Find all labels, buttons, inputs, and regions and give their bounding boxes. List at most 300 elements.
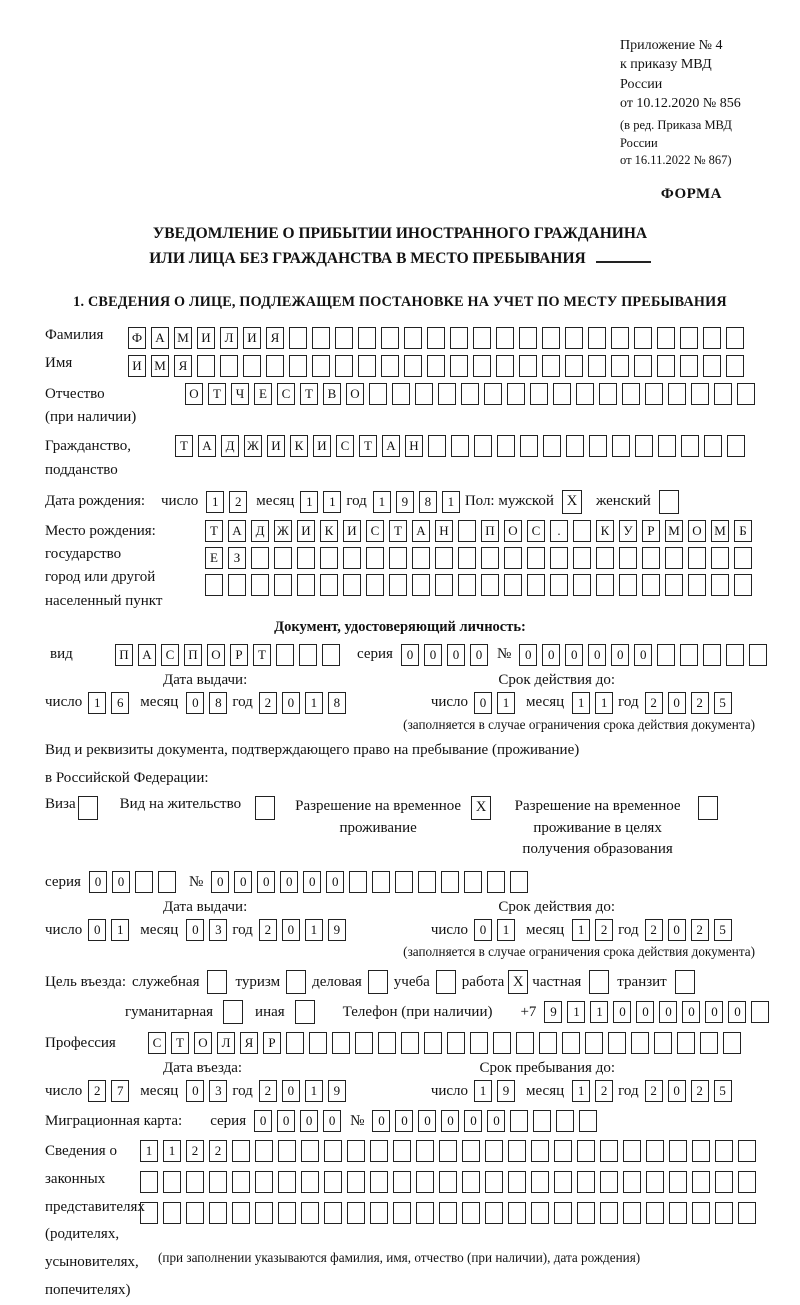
char-cell: 2 [595, 919, 613, 941]
stay-until-date [431, 1080, 737, 1102]
visit-purpose-label: Цель въезда: [45, 973, 126, 990]
residence-doc-intro-line1: Вид и реквизиты документа, подтверждающего право на пребывание (проживание) [45, 741, 580, 758]
purpose-business-checkbox [368, 970, 388, 994]
char-cell [370, 1140, 388, 1162]
char-cell [589, 435, 607, 457]
form-title-line1: УВЕДОМЛЕНИЕ О ПРИБЫТИИ ИНОСТРАННОГО ГРАЖДАНИНА [152, 224, 648, 242]
birth-date-label: Дата рождения: [45, 493, 146, 510]
char-cell [600, 1171, 618, 1193]
char-cell [553, 383, 571, 405]
annex-line: к приказу МВД России [620, 57, 712, 92]
identity-expiry-year-cells [645, 692, 737, 714]
annex-line: от 10.12.2020 № 856 [620, 95, 741, 111]
residence-series-cells [89, 871, 181, 893]
char-cell [680, 327, 698, 349]
char-cell [347, 1140, 365, 1162]
purpose-official-label: служебная [131, 973, 200, 990]
char-cell: 2 [259, 919, 277, 941]
char-cell [751, 1001, 769, 1023]
char-cell [749, 644, 767, 666]
char-cell [209, 1171, 227, 1193]
char-cell: 0 [211, 871, 229, 893]
char-cell: 2 [229, 491, 247, 513]
char-cell: 1 [474, 1080, 492, 1102]
char-cell [623, 1202, 641, 1224]
char-cell [358, 355, 376, 377]
char-cell [692, 1171, 710, 1193]
char-cell [737, 383, 755, 405]
char-cell: 0 [668, 919, 686, 941]
char-cell [723, 1032, 741, 1054]
char-cell: П [481, 520, 499, 542]
char-cell [343, 547, 361, 569]
char-cell: Я [240, 1032, 258, 1054]
entry-day-cells [88, 1080, 134, 1102]
char-cell [427, 327, 445, 349]
char-cell: М [174, 327, 192, 349]
char-cell [703, 644, 721, 666]
residence-number-cells [211, 871, 533, 893]
char-cell: 1 [300, 491, 318, 513]
birth-place-label [45, 520, 205, 613]
char-cell [711, 547, 729, 569]
char-cell: 0 [303, 871, 321, 893]
char-cell [401, 1032, 419, 1054]
residence-expiry-month-cells [572, 919, 618, 941]
char-cell: 2 [595, 1080, 613, 1102]
char-cell [688, 574, 706, 596]
char-cell [530, 383, 548, 405]
char-cell [462, 1171, 480, 1193]
char-cell: М [711, 520, 729, 542]
char-cell: 0 [470, 644, 488, 666]
char-cell [243, 355, 261, 377]
purpose-tourism-label: туризм [235, 973, 281, 990]
char-cell [343, 574, 361, 596]
surname-label: Фамилия [45, 326, 104, 343]
purpose-tourism-checkbox [286, 970, 306, 994]
char-cell [255, 1171, 273, 1193]
temp-residence-education-checkbox [698, 796, 718, 820]
char-cell [542, 327, 560, 349]
char-cell [428, 435, 446, 457]
char-cell [519, 327, 537, 349]
char-cell: О [688, 520, 706, 542]
char-cell: 1 [111, 919, 129, 941]
char-cell: С [527, 520, 545, 542]
char-cell [562, 1032, 580, 1054]
annex-block [620, 36, 755, 170]
char-cell [646, 1171, 664, 1193]
residence-issue-date [45, 919, 351, 941]
char-cell [320, 574, 338, 596]
purpose-other-checkbox [295, 1000, 315, 1024]
char-cell [508, 1202, 526, 1224]
citizenship-row [45, 435, 755, 482]
char-cell: 9 [328, 919, 346, 941]
char-cell: Т [359, 435, 377, 457]
char-cell: 5 [714, 919, 732, 941]
char-cell [573, 574, 591, 596]
char-cell: О [504, 520, 522, 542]
char-cell [389, 574, 407, 596]
birth-day-cells [206, 491, 252, 513]
char-cell [669, 1202, 687, 1224]
birth-place-label-line2: государство [45, 546, 122, 563]
residence-issue-month-cells [186, 919, 232, 941]
char-cell [412, 547, 430, 569]
char-cell: 1 [590, 1001, 608, 1023]
char-cell: О [207, 644, 225, 666]
identity-expiry-day-cells [474, 692, 520, 714]
char-cell: З [228, 547, 246, 569]
char-cell [508, 1171, 526, 1193]
char-cell [669, 1140, 687, 1162]
day-label: число [161, 493, 199, 510]
char-cell: 0 [257, 871, 275, 893]
identity-kind-row [45, 644, 755, 666]
birth-place-cells-row3 [205, 574, 757, 596]
char-cell: 5 [714, 1080, 732, 1102]
char-cell: С [148, 1032, 166, 1054]
char-cell: 0 [372, 1110, 390, 1132]
identity-kind-label: вид [50, 646, 73, 663]
surname-row [45, 327, 755, 349]
temp-residence-education-label: Разрешение на временное проживание в целях получения образования [514, 797, 681, 858]
char-cell [681, 435, 699, 457]
residence-date-headings [45, 899, 755, 916]
char-cell: 0 [659, 1001, 677, 1023]
char-cell [734, 547, 752, 569]
residence-permit-label: Вид на жительство [119, 795, 242, 812]
birth-place-row [45, 520, 755, 613]
char-cell [220, 355, 238, 377]
char-cell: П [115, 644, 133, 666]
char-cell [332, 1032, 350, 1054]
purpose-work-checkbox: X [508, 970, 528, 994]
phone-cells [544, 1001, 774, 1023]
char-cell [381, 327, 399, 349]
char-cell [711, 574, 729, 596]
char-cell: И [343, 520, 361, 542]
char-cell: Ф [128, 327, 146, 349]
char-cell [680, 355, 698, 377]
char-cell: Ж [244, 435, 262, 457]
char-cell [370, 1202, 388, 1224]
birth-place-label-line4: населенный пункт [45, 592, 163, 609]
char-cell: 0 [728, 1001, 746, 1023]
char-cell: 9 [328, 1080, 346, 1102]
purpose-transit-label: транзит [617, 973, 667, 990]
stay-until-label: Срок пребывания до: [479, 1060, 615, 1077]
char-cell [297, 547, 315, 569]
char-cell: 0 [234, 871, 252, 893]
char-cell: 1 [140, 1140, 158, 1162]
char-cell [395, 871, 413, 893]
temp-residence-permit-label: Разрешение на временное проживание [295, 797, 462, 836]
char-cell: Р [263, 1032, 281, 1054]
day-label: число [430, 921, 469, 938]
char-cell [462, 1140, 480, 1162]
char-cell: Д [221, 435, 239, 457]
char-cell [312, 355, 330, 377]
purpose-private-label: частная [532, 973, 582, 990]
identity-expiry-month-cells [572, 692, 618, 714]
char-cell: . [550, 520, 568, 542]
char-cell [255, 1202, 273, 1224]
char-cell: И [313, 435, 331, 457]
day-label: число [430, 1082, 469, 1099]
char-cell: 1 [497, 692, 515, 714]
residence-expiry-note: (заполняется в случае ограничения срока действия документа) [403, 944, 755, 960]
char-cell: 0 [519, 644, 537, 666]
char-cell [481, 574, 499, 596]
char-cell [366, 547, 384, 569]
char-cell: 2 [209, 1140, 227, 1162]
form-title [45, 221, 755, 272]
char-cell [577, 1202, 595, 1224]
visa-label: Виза [45, 795, 76, 812]
char-cell [301, 1140, 319, 1162]
char-cell [531, 1140, 549, 1162]
entry-dates-row [45, 1080, 755, 1102]
residence-expiry-date [431, 919, 737, 941]
char-cell [542, 355, 560, 377]
char-cell [473, 327, 491, 349]
char-cell [289, 355, 307, 377]
char-cell: П [184, 644, 202, 666]
representatives-row [45, 1138, 755, 1305]
char-cell [186, 1202, 204, 1224]
char-cell: 1 [595, 692, 613, 714]
char-cell: О [185, 383, 203, 405]
char-cell [554, 1140, 572, 1162]
char-cell [642, 574, 660, 596]
char-cell: 0 [254, 1110, 272, 1132]
char-cell: В [323, 383, 341, 405]
stay-month-cells [572, 1080, 618, 1102]
char-cell [645, 383, 663, 405]
char-cell [576, 383, 594, 405]
char-cell [458, 520, 476, 542]
char-cell: 0 [418, 1110, 436, 1132]
profession-row [45, 1032, 755, 1054]
residence-doc-series-row [45, 871, 755, 893]
char-cell [527, 574, 545, 596]
char-cell: И [297, 520, 315, 542]
char-cell [473, 355, 491, 377]
char-cell [320, 547, 338, 569]
char-cell: 1 [572, 919, 590, 941]
char-cell [680, 644, 698, 666]
char-cell [462, 1202, 480, 1224]
char-cell [228, 574, 246, 596]
identity-dates-row [45, 692, 755, 714]
visit-purpose-row2 [45, 1000, 755, 1024]
representatives-label-line: попечителях) [45, 1281, 131, 1298]
char-cell [596, 547, 614, 569]
char-cell [631, 1032, 649, 1054]
identity-issue-date [45, 692, 351, 714]
char-cell [355, 1032, 373, 1054]
year-label: год [346, 493, 367, 510]
char-cell: 8 [209, 692, 227, 714]
char-cell [646, 1202, 664, 1224]
char-cell: 0 [682, 1001, 700, 1023]
char-cell: 0 [565, 644, 583, 666]
char-cell [438, 383, 456, 405]
char-cell: 0 [112, 871, 130, 893]
identity-expiry-date [431, 692, 737, 714]
char-cell [634, 327, 652, 349]
month-label: месяц [140, 921, 179, 938]
purpose-humanitarian-label: гуманитарная [125, 1003, 214, 1020]
char-cell [439, 1140, 457, 1162]
char-cell: 2 [645, 1080, 663, 1102]
char-cell [416, 1202, 434, 1224]
char-cell: М [665, 520, 683, 542]
char-cell [703, 327, 721, 349]
char-cell [665, 547, 683, 569]
char-cell [510, 1110, 528, 1132]
day-label: число [45, 694, 83, 711]
char-cell [726, 327, 744, 349]
residence-doc-intro-line2: в Российской Федерации: [45, 770, 209, 787]
char-cell: 2 [259, 1080, 277, 1102]
char-cell: Н [435, 520, 453, 542]
char-cell [163, 1202, 181, 1224]
char-cell [634, 355, 652, 377]
year-label: год [232, 1082, 253, 1099]
char-cell [669, 1171, 687, 1193]
gender-male-checkbox: X [562, 490, 582, 514]
char-cell [573, 520, 591, 542]
char-cell [324, 1202, 342, 1224]
char-cell: 7 [111, 1080, 129, 1102]
char-cell [484, 383, 502, 405]
char-cell [554, 1202, 572, 1224]
representatives-cells [140, 1138, 761, 1266]
char-cell [324, 1140, 342, 1162]
char-cell: Т [171, 1032, 189, 1054]
char-cell [715, 1202, 733, 1224]
representatives-label-line: (родителях, [45, 1226, 120, 1243]
char-cell [654, 1032, 672, 1054]
char-cell: И [267, 435, 285, 457]
edition-block [620, 117, 755, 170]
char-cell [734, 574, 752, 596]
char-cell [286, 1032, 304, 1054]
char-cell: Ж [274, 520, 292, 542]
month-label: месяц [140, 1082, 179, 1099]
char-cell: С [277, 383, 295, 405]
day-label: число [430, 694, 469, 711]
char-cell: 0 [186, 1080, 204, 1102]
char-cell [301, 1202, 319, 1224]
char-cell: 2 [645, 692, 663, 714]
purpose-study-checkbox [436, 970, 456, 994]
char-cell [276, 644, 294, 666]
char-cell: 0 [474, 919, 492, 941]
char-cell [447, 1032, 465, 1054]
char-cell [539, 1032, 557, 1054]
char-cell [508, 1140, 526, 1162]
char-cell [485, 1171, 503, 1193]
char-cell: Т [389, 520, 407, 542]
char-cell: 2 [691, 1080, 709, 1102]
char-cell: 0 [326, 871, 344, 893]
representatives-label-line: усыновителях, [45, 1254, 139, 1271]
char-cell [412, 574, 430, 596]
char-cell [658, 435, 676, 457]
char-cell: 8 [419, 491, 437, 513]
stay-year-cells [645, 1080, 737, 1102]
char-cell: 0 [634, 644, 652, 666]
visa-checkbox [78, 796, 98, 820]
char-cell [599, 383, 617, 405]
residence-expiry-year-cells [645, 919, 737, 941]
char-cell [366, 574, 384, 596]
citizenship-label-line2: подданство [45, 461, 118, 478]
char-cell [543, 435, 561, 457]
char-cell: И [243, 327, 261, 349]
char-cell: С [336, 435, 354, 457]
char-cell: Т [205, 520, 223, 542]
month-label: месяц [256, 493, 295, 510]
birth-date-row [45, 490, 755, 514]
char-cell [358, 327, 376, 349]
char-cell [550, 574, 568, 596]
char-cell [579, 1110, 597, 1132]
year-label: год [618, 694, 639, 711]
char-cell [507, 383, 525, 405]
migration-number-label: № [350, 1112, 365, 1129]
entry-date-headings [45, 1060, 755, 1077]
char-cell: 1 [373, 491, 391, 513]
char-cell [556, 1110, 574, 1132]
char-cell [404, 355, 422, 377]
gender-male-label: Пол: мужской [464, 493, 554, 510]
char-cell [738, 1140, 756, 1162]
entry-date [45, 1080, 351, 1102]
char-cell: 1 [442, 491, 460, 513]
char-cell: Т [175, 435, 193, 457]
char-cell [677, 1032, 695, 1054]
char-cell: 3 [209, 1080, 227, 1102]
char-cell [623, 1171, 641, 1193]
edition-line: (в ред. Приказа МВД России [620, 118, 732, 150]
char-cell [516, 1032, 534, 1054]
char-cell: Л [220, 327, 238, 349]
char-cell: 1 [572, 1080, 590, 1102]
char-cell: Т [253, 644, 271, 666]
char-cell [418, 871, 436, 893]
char-cell: 0 [441, 1110, 459, 1132]
char-cell [251, 574, 269, 596]
profession-label: Профессия [45, 1034, 116, 1051]
purpose-humanitarian-checkbox [223, 1000, 243, 1024]
year-label: год [232, 921, 253, 938]
char-cell [274, 547, 292, 569]
char-cell [622, 383, 640, 405]
char-cell [611, 327, 629, 349]
char-cell: 0 [282, 1080, 300, 1102]
char-cell [700, 1032, 718, 1054]
char-cell [481, 547, 499, 569]
char-cell: 0 [542, 644, 560, 666]
temp-residence-permit-checkbox: X [471, 796, 491, 820]
char-cell: 1 [305, 1080, 323, 1102]
